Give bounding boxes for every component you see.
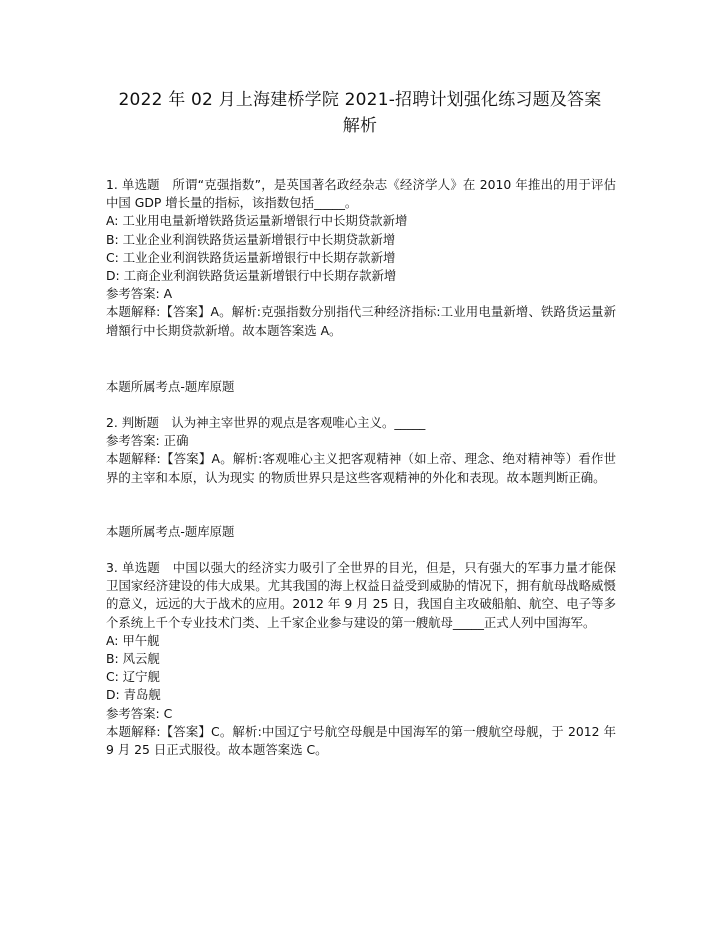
- spacer: [106, 487, 616, 523]
- document-title: [92, 87, 628, 139]
- question-1-answer: 参考答案: A: [106, 286, 173, 302]
- question-2-explanation: 本题解释:【答案】A。解析:客观唯心主义把客观精神（如上帝、理念、绝对精神等）看作世界的主宰和本原，认为现实 的物质世界只是这些客观精神的外化和表现。故本题判断正确。: [106, 451, 616, 485]
- question-3-option-b: B: 风云舰: [106, 651, 160, 667]
- question-3-explanation: 本题解释:【答案】C。解析:中国辽宁号航空母舰是中国海军的第一艘航空母舰，于 2012 年 9 月 25 日正式服役。故本题答案选 C。: [106, 723, 616, 758]
- question-1-option-b: B: 工业企业利润铁路货运量新增银行中长期贷款新增: [106, 231, 396, 247]
- title-line-1: 2022 年 02 月上海建桥学院 2021-招聘计划强化练习题及答案: [118, 90, 602, 110]
- question-1-explanation: 本题解释:【答案】A。解析:克强指数分别指代三种经济指标:工业用电量新增、铁路货运量新增額行中长期贷款新增。故本题答案选 A。: [106, 304, 616, 338]
- question-list: [106, 176, 616, 759]
- question-2-stem: 2. 判断题 认为神主宰世界的观点是客观唯心主义。_____: [106, 415, 426, 431]
- question-1-option-a: A: 工业用电量新增铁路货运量新增银行中长期贷款新增: [106, 213, 408, 229]
- question-3-stem: 3. 单选题 中国以强大的经济实力吸引了全世界的目光，但是，只有强大的军事力量才能保卫国家经济建设的伟大成果。尤其我国的海上权益日益受到威胁的情况下，拥有航母战略威慑的意义，远远的大于战术的应用。2012 年 9 月 25 日，我国自主攻破船舶、航空、电子等多个系统上千个专业技术门类、上千家企业参与建设的第一艘航母_____正式人列中国海军。: [106, 560, 616, 630]
- spacer: [106, 541, 616, 559]
- question-2-answer: 参考答案: 正确: [106, 433, 189, 449]
- question-1-option-c: C: 工业企业利润铁路货运量新增银行中长期存款新增: [106, 249, 396, 265]
- question-3-option-c: C: 辽宁舰: [106, 669, 160, 685]
- question-3-option-a: A: 甲午舰: [106, 632, 160, 648]
- spacer: [106, 396, 616, 414]
- question-1-stem: 1. 单选题 所谓“克强指数”，是英国著名政经杂志《经济学人》在 2010 年推出的用于评估中国 GDP 增长量的指标，该指数包括_____。: [106, 177, 616, 211]
- title-line-2: 解析: [342, 116, 378, 136]
- spacer: [106, 340, 616, 378]
- question-2-source: 本题所属考点-题库原题: [106, 523, 235, 539]
- question-1-source: 本题所属考点-题库原题: [106, 378, 235, 394]
- question-3-answer: 参考答案: C: [106, 705, 173, 721]
- question-3-option-d: D: 青岛舰: [106, 687, 161, 703]
- question-1-option-d: D: 工商企业利润铁路货运量新增银行中长期存款新增: [106, 268, 397, 284]
